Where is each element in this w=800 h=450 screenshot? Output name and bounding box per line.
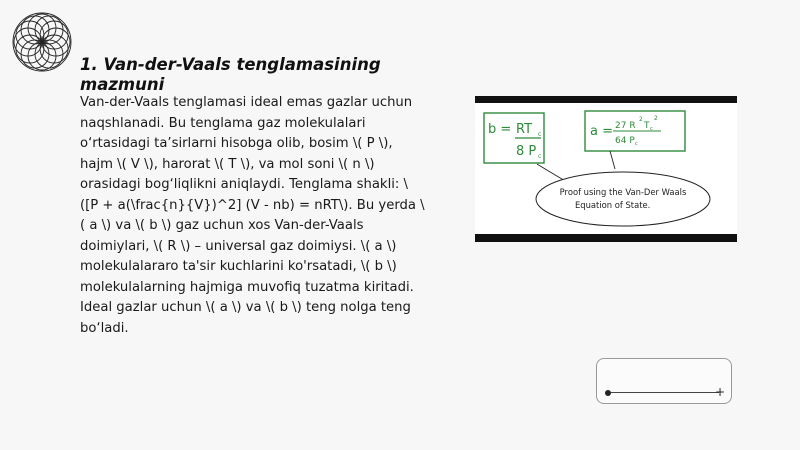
a-formula-denominator-sub: c xyxy=(635,141,638,147)
progress-track[interactable] xyxy=(611,392,719,393)
playhead-dot-icon[interactable] xyxy=(605,390,611,396)
caption-line-1: Proof using the Van-Der Waals xyxy=(559,187,687,197)
a-formula-numerator-t-sup: 2 xyxy=(654,115,658,122)
slide-title: 1. Van-der-Vaals tenglamasining mazmuni xyxy=(80,55,381,94)
a-formula-numerator-t-sub: c xyxy=(650,126,653,132)
b-formula-numerator: RT xyxy=(516,122,533,137)
a-formula-numerator-t: T xyxy=(644,121,650,131)
figure-top-bar xyxy=(475,96,737,103)
b-formula-denominator-sub: c xyxy=(538,153,542,160)
a-formula-numerator-sup: 2 xyxy=(639,116,643,123)
caption-line-2: Equation of State. xyxy=(575,200,651,210)
b-formula-numerator-sub: c xyxy=(538,131,542,138)
van-der-waals-figure xyxy=(475,96,737,242)
a-formula-box xyxy=(585,111,685,151)
b-formula-lhs: b = xyxy=(488,122,512,137)
a-formula-denominator: 64 P xyxy=(615,136,635,146)
b-formula-box xyxy=(484,113,544,163)
b-formula-denominator: 8 P xyxy=(516,144,537,159)
slide-body-text: Van-der-Vaals tenglamasi ideal emas gazlar uchun naqshlanadi. Bu tenglama gaz molekulalari o‘rtasidagi ta’sirlarni hisobga olib, bosim \( P \), hajm \( V \), harorat \( T \), va mol soni \( n \) orasidagi bog‘liqlikni aniqlaydi. Tenglama shakli: \([P + a(\frac{n}{V})^2] (V - nb) = nRT\). Bu yerda \( a \) va \( b \) gaz uchun xos Van-der-Vaals doimiylari, \( R \) – universal gaz doimiysi. \( a \) molekulalararo ta'sir kuchlarini ko'rsatadi, \( b \) molekulalarning hajmiga muvofiq tuzatma kiritadi. Ideal gazlar uchun \( a \) va \( b \) teng nolga teng bo‘ladi. xyxy=(80,95,425,336)
figure-bottom-bar xyxy=(475,234,737,242)
a-formula-numerator: 27 R xyxy=(615,121,636,131)
track-end-marker-icon: + xyxy=(715,385,726,399)
a-formula-lhs: a = xyxy=(590,124,613,139)
audio-player-control[interactable] xyxy=(596,358,732,404)
spirograph-logo-icon xyxy=(4,4,80,80)
caption-ellipse xyxy=(536,172,710,226)
